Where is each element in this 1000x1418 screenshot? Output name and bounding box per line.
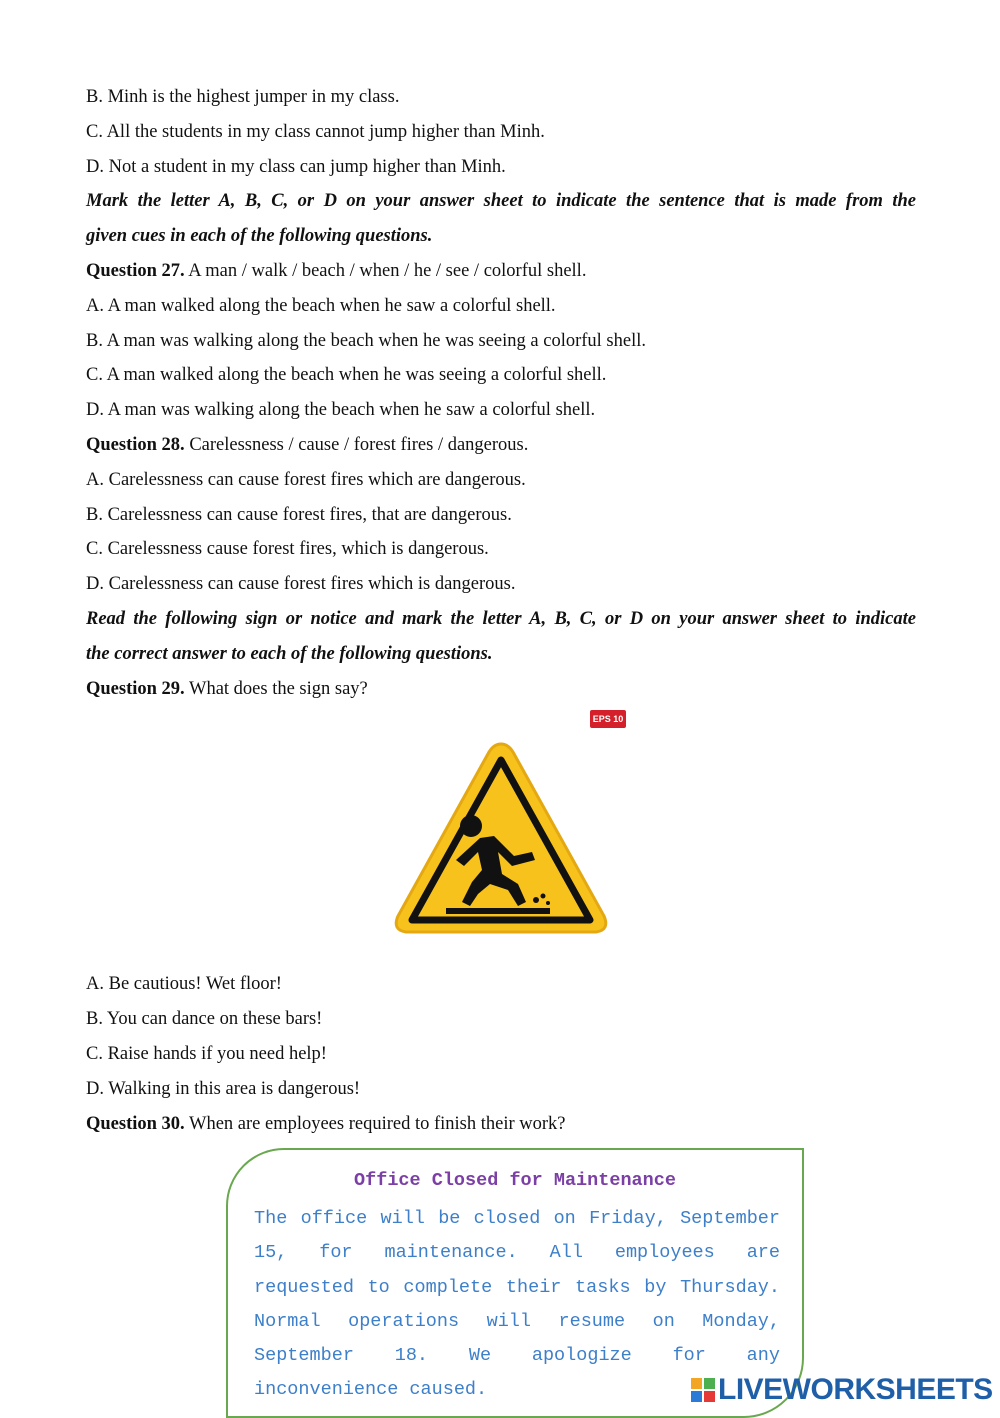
q27-option-b: B. A man was walking along the beach when he was seeing a colorful shell.: [86, 330, 646, 351]
wet-floor-warning-icon: [386, 734, 616, 966]
question-27: [86, 254, 916, 289]
q29-option-c: C. Raise hands if you need help!: [86, 1043, 327, 1064]
question-30: [86, 1107, 916, 1142]
question-29: [86, 672, 916, 707]
q27-option-d: D. A man was walking along the beach when he saw a colorful shell.: [86, 400, 596, 421]
liveworksheets-logo-icon: [690, 1377, 716, 1403]
q29-option-a: A. Be cautious! Wet floor!: [86, 974, 282, 995]
question-text: What does the sign say?: [184, 678, 368, 699]
option-line: D. Not a student in my class can jump higher than Minh.: [86, 156, 506, 177]
notice-body: The office will be closed on Friday, September 15, for maintenance. All employees are requested to complete their tasks by Thursday. Normal operations will resume on Monday, September 18. We apologize for any inconvenience caused.: [254, 1208, 780, 1401]
q28-option-d: D. Carelessness can cause forest fires which is dangerous.: [86, 574, 516, 595]
instruction-line: Read the following sign or notice and mark the letter A, B, C, or D on your answer sheet to indicate: [86, 608, 916, 629]
worksheet-page: [86, 80, 916, 1141]
q27-option-c: C. A man walked along the beach when he was seeing a colorful shell.: [86, 365, 607, 386]
q29-option-d: D. Walking in this area is dangerous!: [86, 1078, 361, 1099]
liveworksheets-watermark: [690, 1372, 993, 1408]
eps-badge: EPS 10: [590, 710, 626, 728]
question-text: When are employees required to finish their work?: [184, 1113, 566, 1134]
option-line: B. Minh is the highest jumper in my class.: [86, 87, 400, 107]
question-text: A man / walk / beach / when / he / see / colorful shell.: [184, 260, 587, 281]
q27-option-a: A. A man walked along the beach when he saw a colorful shell.: [86, 295, 556, 316]
wet-floor-sign: [386, 706, 636, 938]
notice-title: Office Closed for Maintenance: [354, 1170, 676, 1191]
q28-option-b: B. Carelessness can cause forest fires, that are dangerous.: [86, 504, 512, 525]
question-28: [86, 428, 916, 463]
question-label: Question 29.: [86, 678, 185, 699]
question-text: Carelessness / cause / forest fires / dangerous.: [184, 434, 529, 455]
question-label: Question 28.: [86, 434, 185, 455]
q29-option-b: B. You can dance on these bars!: [86, 1009, 323, 1030]
q28-option-a: A. Carelessness can cause forest fires which are dangerous.: [86, 469, 526, 490]
q28-option-c: C. Carelessness cause forest fires, which is dangerous.: [86, 539, 489, 560]
instruction-line: the correct answer to each of the following questions.: [86, 643, 493, 664]
instruction-line: Mark the letter A, B, C, or D on your answer sheet to indicate the sentence that is made from the: [86, 191, 916, 212]
question-label: Question 30.: [86, 1113, 185, 1134]
watermark-text: LIVEWORKSHEETS: [718, 1373, 993, 1406]
question-label: Question 27.: [86, 260, 185, 281]
instruction-line: given cues in each of the following questions.: [86, 226, 433, 247]
option-line: C. All the students in my class cannot jump higher than Minh.: [86, 121, 545, 142]
